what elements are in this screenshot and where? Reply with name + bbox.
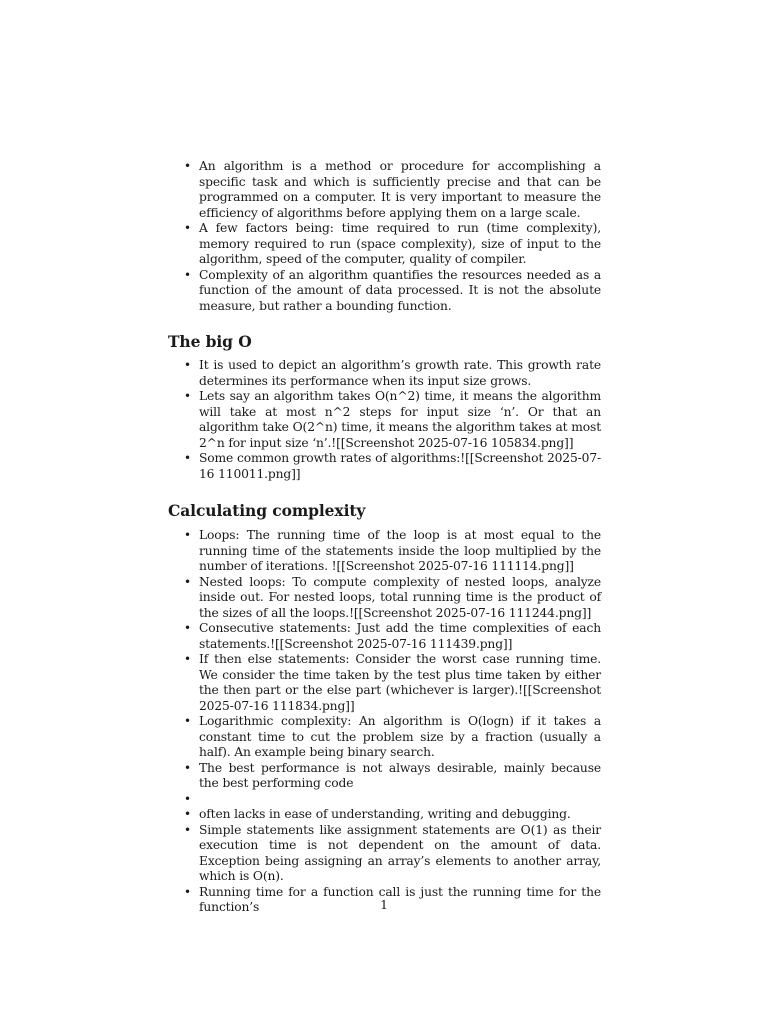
page-number: 1	[380, 898, 388, 912]
list-item	[168, 575, 601, 622]
bullet-icon: •	[184, 791, 191, 806]
intro-list	[168, 159, 601, 314]
list-item	[168, 807, 601, 823]
section-heading-big-o: The big O	[168, 332, 252, 351]
bullet-icon: •	[184, 528, 191, 542]
list-item-text: Running time for a function call is just the running time for the function’s	[199, 884, 601, 914]
list-item	[168, 358, 601, 389]
list-item-text: often lacks in ease of understanding, writing and debugging.	[199, 807, 571, 821]
bullet-icon: •	[184, 358, 191, 372]
list-item	[168, 389, 601, 451]
list-item-text: It is used to depict an algorithm’s growth rate. This growth rate determines its performance when its input size grows.	[199, 358, 601, 388]
list-item-text: Nested loops: To compute complexity of nested loops, analyze inside out. For nested loops, total running time is the product of the sizes of all the loops.![[Screenshot 2025-07-16 111244.png]]	[199, 574, 601, 620]
list-item	[168, 221, 601, 268]
list-item-text: A few factors being: time required to run (time complexity), memory required to run (space complexity), size of input to the algorithm, speed of the computer, quality of compiler.	[199, 221, 601, 266]
bullet-icon: •	[184, 807, 191, 821]
list-item	[168, 268, 601, 315]
bullet-icon: •	[184, 884, 191, 899]
bullet-icon: •	[184, 621, 191, 635]
page-content	[168, 159, 601, 916]
bullet-icon: •	[184, 221, 191, 235]
list-item-text: Some common growth rates of algorithms:![[Screenshot 2025-07-16 110011.png]]	[199, 451, 601, 481]
bullet-icon: •	[184, 267, 191, 282]
bullet-icon: •	[184, 760, 191, 775]
list-item	[168, 652, 601, 714]
list-item	[168, 823, 601, 885]
list-item-text: An algorithm is a method or procedure for accomplishing a specific task and which is sufficiently precise and that can be programmed on a computer. It is very important to measure the efficiency of algorithms before applying them on a large scale.	[199, 159, 601, 220]
list-item	[168, 451, 601, 482]
list-item	[168, 714, 601, 761]
bullet-icon: •	[184, 159, 191, 173]
bullet-icon: •	[184, 822, 191, 837]
list-item	[168, 761, 601, 792]
list-item-text: Simple statements like assignment statements are O(1) as their execution time is not dependent on the amount of data. Exception being assigning an array’s elements to another array, which is O(n).	[199, 822, 601, 883]
list-item-text: Consecutive statements: Just add the time complexities of each statements.![[Screenshot 2025-07-16 111439.png]]	[199, 621, 601, 651]
bullet-icon: •	[184, 451, 191, 465]
bullet-icon: •	[184, 714, 191, 728]
section-heading-calculating-complexity: Calculating complexity	[168, 501, 366, 520]
bullet-icon: •	[184, 389, 191, 403]
list-item	[168, 528, 601, 575]
bullet-icon: •	[184, 574, 191, 589]
list-item	[168, 621, 601, 652]
list-item-text: Complexity of an algorithm quantifies the resources needed as a function of the amount of data processed. It is not the absolute measure, but rather a bounding function.	[199, 267, 601, 313]
list-item-text: Logarithmic complexity: An algorithm is O(logn) if it takes a constant time to cut the problem size by a fraction (usually a half). An example being binary search.	[199, 714, 601, 759]
list-item	[168, 159, 601, 221]
big-o-list	[168, 358, 601, 482]
list-item-text: Loops: The running time of the loop is at most equal to the running time of the statements inside the loop multiplied by the number of iterations. ![[Screenshot 2025-07-16 111114.png]]	[199, 528, 601, 573]
list-item-text: The best performance is not always desirable, mainly because the best performing code	[199, 760, 601, 790]
list-item-text: If then else statements: Consider the worst case running time. We consider the time taken by the test plus time taken by either the then part or the else part (whichever is larger).![[Screenshot 2025-07-16 111834.png]]	[199, 652, 601, 713]
calculating-list	[168, 528, 601, 916]
bullet-icon: •	[184, 652, 191, 666]
list-item-text: Lets say an algorithm takes O(n^2) time, it means the algorithm will take at most n^2 steps for input size ‘n’. Or that an algorithm take O(2^n) time, it means the algorithm takes at most 2^n for input size ‘n’.![[Screenshot 2025-07-16 105834.png]]	[199, 389, 601, 450]
list-item-empty	[168, 792, 601, 808]
